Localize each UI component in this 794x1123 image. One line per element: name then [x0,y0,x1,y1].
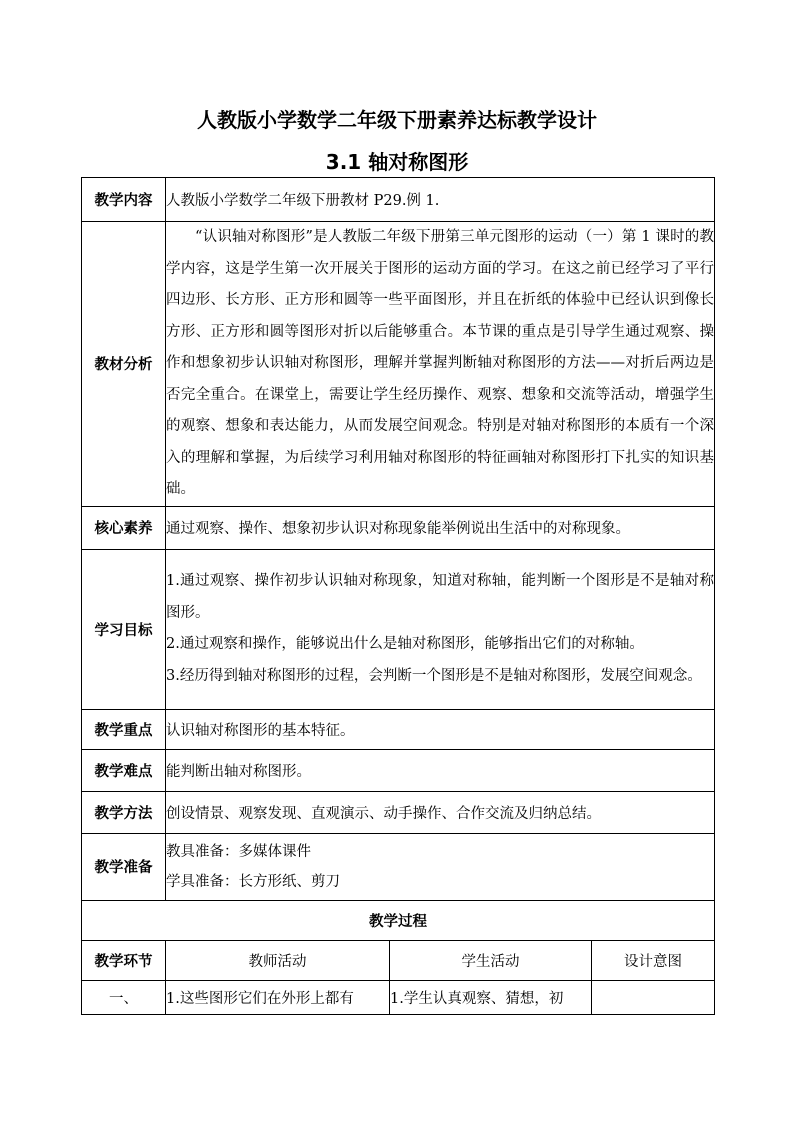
row-learning-goals [82,549,715,709]
stage-cell: 一、 [82,980,166,1014]
row-teaching-content [82,178,715,222]
row-process-header [82,900,715,940]
row-teaching-difficulty [82,749,715,791]
teaching-difficulty-label: 教学难点 [82,749,166,791]
row-material-analysis [82,222,715,507]
teaching-content-label: 教学内容 [82,178,166,222]
teaching-focus-label: 教学重点 [82,709,166,749]
teaching-difficulty-text: 能判断出轴对称图形。 [166,749,715,791]
column-header-student: 学生活动 [390,940,592,980]
teaching-prep-label: 教学准备 [82,833,166,900]
material-analysis-text: “认识轴对称图形”是人教版二年级下册第三单元图形的运动（一）第 1 课时的教学内容，这是学生第一次开展关于图形的运动方面的学习。在这之前已经学习了平行四边形、长方形、正方形和圆等一些平面图形，并且在折纸的体验中已经认识到像长方形、正方形和圆等图形对折以后能够重合。本节课的重点是引导学生通过观察、操作和想象初步认识轴对称图形，理解并掌握判断轴对称图形的方法——对折后两边是否完全重合。在课堂上，需要让学生经历操作、观察、想象和交流等活动，增强学生的观察、想象和表达能力，从而发展空间观念。特别是对轴对称图形的本质有一个深入的理解和掌握，为后续学习利用轴对称图形的特征画轴对称图形打下扎实的知识基础。 [166,229,715,497]
row-teaching-prep [82,833,715,900]
teaching-prep-line: 学具准备：长方形纸、剪刀 [166,873,340,890]
design-intent-cell [592,980,715,1014]
learning-goal-item: 2.通过观察和操作，能够说出什么是轴对称图形，能够指出它们的对称轴。 [166,636,644,652]
document-title: 人教版小学数学二年级下册素养达标教学设计 [197,108,597,132]
row-teaching-method [82,791,715,833]
teaching-focus-text: 认识轴对称图形的基本特征。 [166,709,715,749]
core-literacy-label: 核心素养 [82,506,166,549]
learning-goals-label: 学习目标 [82,549,166,709]
teaching-method-label: 教学方法 [82,791,166,833]
document-subtitle: 3.1 轴对称图形 [325,150,469,174]
teacher-activity-cell: 1.这些图形它们在外形上都有 [166,980,390,1014]
teaching-method-text: 创设情景、观察发现、直观演示、动手操作、合作交流及归纳总结。 [166,791,715,833]
teaching-content-text: 人教版小学数学二年级下册教材 P29.例 1. [166,178,715,222]
teaching-process-header: 教学过程 [82,900,715,940]
column-header-stage: 教学环节 [82,940,166,980]
row-core-literacy [82,506,715,549]
row-process-columns [82,940,715,980]
table-row [82,980,715,1014]
column-header-intent: 设计意图 [592,940,715,980]
lesson-plan-table [81,177,715,1015]
column-header-teacher: 教师活动 [166,940,390,980]
teaching-prep-line: 教具准备：多媒体课件 [166,843,311,860]
core-literacy-text: 通过观察、操作、想象初步认识对称现象能举例说出生活中的对称现象。 [166,506,715,549]
student-activity-cell: 1.学生认真观察、猜想，初 [390,980,592,1014]
learning-goal-item: 3.经历得到轴对称图形的过程，会判断一个图形是不是轴对称图形，发展空间观念。 [166,667,702,684]
row-teaching-focus [82,709,715,749]
material-analysis-label: 教材分析 [82,222,166,507]
learning-goal-item: 1.通过观察、操作初步认识轴对称现象，知道对称轴，能判断一个图形是不是轴对称图形。 [166,573,715,621]
